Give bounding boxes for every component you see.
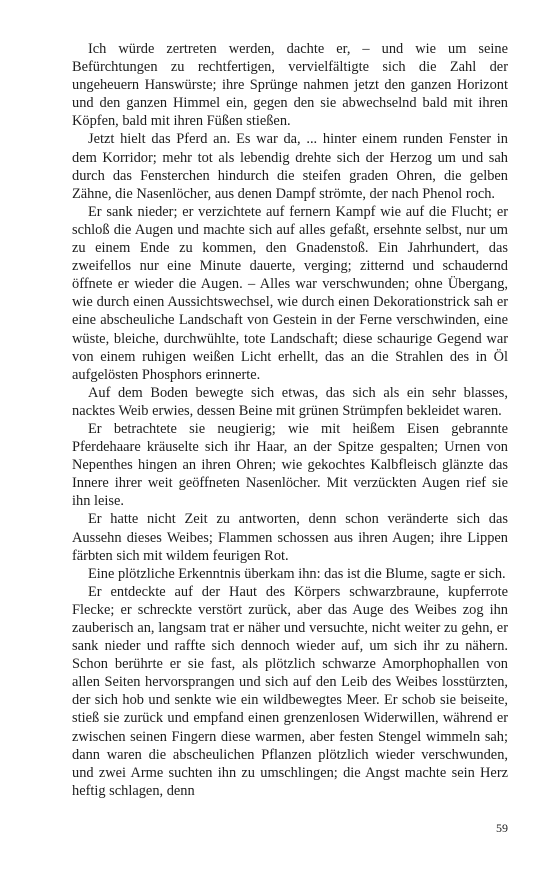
paragraph: Auf dem Boden bewegte sich etwas, das sich als ein sehr blasses, nacktes Weib erwies, dessen Beine mit grünen Strümpfen bekleidet waren.	[72, 384, 508, 419]
paragraph: Er hatte nicht Zeit zu antworten, denn schon veränderte sich das Aussehn dieses Weibes; Flammen schossen aus ihren Augen; ihre Lippen färbten sich mit wildem feurigen Rot.	[72, 511, 508, 564]
paragraph: Er entdeckte auf der Haut des Körpers schwarzbraune, kupferrote Flecke; er schreckte verstört zurück, aber das Auge des Weibes zog ihn zauberisch an, langsam trat er näher und versuchte, nicht weiter zu gehn, er sank nieder und raffte sich dennoch wieder auf, um sich ihr zu nähern. Schon berührte er sie fast, als plötzlich schwarze Amorphophallen von allen Seiten hervorsprangen und sich auf den Leib des Weibes losstürzten, der sich hob und senkte wie ein wildbewegtes Meer. Er schob sie beiseite, stieß sie zurück und empfand einen grenzenlosen Widerwillen, während er zwischen seinen Fingern diese warmen, aber festen Stengel wimmeln sah; dann waren die abscheulichen Pflanzen plötzlich wieder verschwunden, und zwei Arme suchten ihn zu umschlingen; die Angst machte sein Herz heftig schlagen, denn	[72, 583, 508, 799]
paragraph: Er betrachtete sie neugierig; wie mit heißem Eisen gebrannte Pferdehaare kräuselte sich ihr Haar, an der Spitze gespalten; Urnen von Nepenthes hingen an ihren Ohren; wie gekochtes Kalbfleisch glänzte das Innere ihrer weit geöffneten Nasenlöcher. Mit verzückten Augen rief sie ihn leise.	[72, 420, 508, 510]
page-number: 59	[496, 821, 508, 835]
paragraph: Er sank nieder; er verzichtete auf fernern Kampf wie auf die Flucht; er schloß die Augen und machte sich auf alles gefaßt, ersehnte selbst, nur um zu einem Ende zu kommen, den Gnadenstoß. Ein Jahrhundert, das zweifellos nur eine Minute dauerte, verging; zitternd und schaudernd öffnete er wieder die Augen. – Alles war verschwunden; ohne Übergang, wie durch einen Aussichtswechsel, wie durch einen Dekorationstrick sah er eine abscheuliche Landschaft von Gestein in der Ferne verschwinden, eine wüste, bleiche, durchwühlte, tote Landschaft; diese schaurige Gegend war von einem ruhigen weißen Licht erhellt, das an die Strahlen des in Öl aufgelösten Phosphors erinnerte.	[72, 203, 508, 383]
paragraph: Ich würde zertreten werden, dachte er, – und wie um seine Befürchtungen zu rechtfertigen, vervielfältigte sich die Zahl der ungeheuern Hanswürste; ihre Sprünge nahmen jetzt den ganzen Horizont und den ganzen Himmel ein, gegen den sie abwechselnd bald mit ihren Köpfen, bald mit ihren Füßen stießen.	[72, 41, 508, 130]
paragraph: Eine plötzliche Erkenntnis überkam ihn: das ist die Blume, sagte er sich.	[88, 565, 506, 582]
text-block	[72, 40, 508, 800]
paragraph: Jetzt hielt das Pferd an. Es war da, ... hinter einem runden Fenster in dem Korridor; mehr tot als lebendig drehte sich der Herzog um und sah durch das Fensterchen hindurch die steifen graden Ohren, die gelben Zähne, die Nasenlöcher, aus denen Dampf strömte, der nach Phenol roch.	[72, 131, 508, 202]
